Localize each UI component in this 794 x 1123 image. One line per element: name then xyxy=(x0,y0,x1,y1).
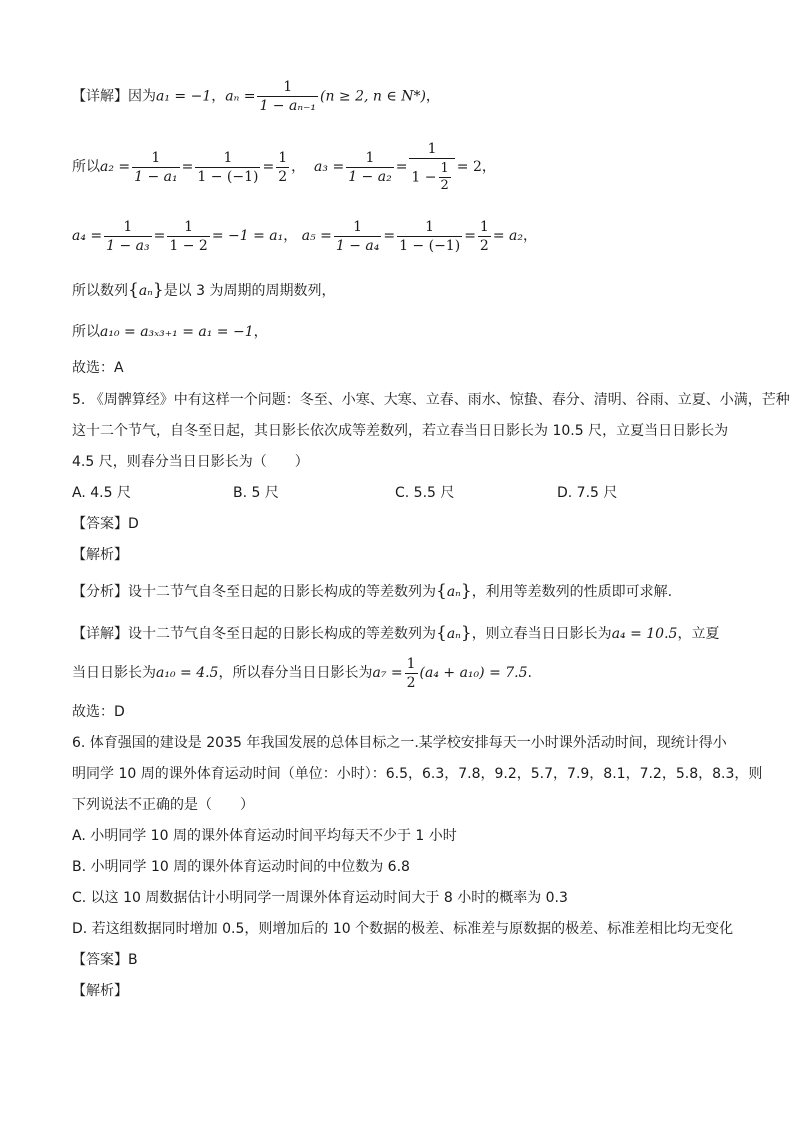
a4-a5-line: a₄ = $\frac{1}{\text{1 − a₃}}$ = $\frac{1}{1 - 2}$ = −1 = a₁， a₅ = $\frac{1}{\text{1 − a₄}}$ = $\frac{1}{1 - (-1)}$ = $\frac{1}{2}$ = a₂， xyxy=(72,218,537,254)
q6-stem-line3: 下列说法不正确的是（ ） xyxy=(72,797,254,813)
q5-stem-line1: 5. 《周髀算经》中有这样一个问题：冬至、小寒、大寒、立春、雨水、惊蛰、春分、清明、谷雨、立夏、小满，芒种 xyxy=(72,392,790,408)
q6-option-a: A. 小明同学 10 周的课外体育运动时间平均每天不少于 1 小时 xyxy=(72,828,457,844)
a5-value: = a₂ xyxy=(492,228,523,244)
fraction: $\frac{1}{1 - 2}$ xyxy=(169,218,208,254)
a10-line: 所以a₁₀ = a₃ₓ₃₊₁ = a₁ = −1， xyxy=(72,324,268,340)
q5-final-answer: 故选：D xyxy=(72,704,125,720)
q5-stem-line3: 4.5 尺，则春分当日日影长为（ ） xyxy=(72,454,309,470)
q5-fenxi: 【分析】设十二节气自冬至日起的日影长构成的等差数列为{aₙ}，利用等差数列的性质即可求解. xyxy=(72,581,673,601)
q5-option-d: D. 7.5 尺 xyxy=(557,485,618,501)
periodic-line: 所以数列{aₙ}是以 3 为周期的周期数列， xyxy=(72,280,336,300)
nested-fraction: 1 1 − $\frac{1}{2}$ xyxy=(409,140,454,194)
fraction: $\frac{1}{2}$ xyxy=(479,218,489,254)
detail-intro: 因为 xyxy=(128,88,156,105)
q5-option-b: B. 5 尺 xyxy=(233,485,279,501)
recurrence-lhs: aₙ = xyxy=(225,88,256,105)
a3-value: = 2 xyxy=(456,159,482,175)
q5-detail-line2: 当日日影长为a₁₀ = 4.5，所以春分当日日影长为a₇ = $\frac{1}{2}$ (a₄ + a₁₀) = 7.5. xyxy=(72,655,532,691)
a4-lhs: a₄ = xyxy=(72,228,103,244)
q5-option-c: C. 5.5 尺 xyxy=(395,485,455,501)
a3-lhs: a₃ = xyxy=(314,159,345,175)
fraction: $\frac{1}{1 - (-1)}$ xyxy=(197,149,259,185)
q5-answer: 【答案】D xyxy=(72,516,139,532)
q6-stem-line2: 明同学 10 周的课外体育运动时间（单位：小时）：6.5，6.3，7.8，9.2，5.7，7.9，8.1，7.2，5.8，8.3，则 xyxy=(72,766,763,782)
q4-answer: 故选：A xyxy=(72,360,124,376)
q4-detail-line: 【详解】因为a₁ = −1，aₙ = $\frac{1}{\text{1 − aₙ₋₁}}$ (n ≥ 2, n ∈ N*)， xyxy=(72,79,440,114)
a10-expr: a₁₀ = a₃ₓ₃₊₁ = a₁ = −1 xyxy=(100,324,254,340)
a2-a3-line: 所以a₂ = $\frac{1}{\text{1 − a₁}}$ = $\frac{1}{1 - (-1)}$ = $\frac{1}{2}$ ， a₃ = $\frac{1}{\text{1 − a₂}}$ = 1 1 − $\frac{1}{2}$ = 2， xyxy=(72,141,496,193)
fraction: $\frac{1}{\text{1 − a₂}}$ xyxy=(348,149,392,185)
q6-option-c: C. 以这 10 周数据估计小明同学一周课外体育运动时间大于 8 小时的概率为 0.3 xyxy=(72,890,568,906)
fraction: $\frac{1}{\text{1 − a₁}}$ xyxy=(134,149,178,185)
fraction: $\frac{1}{1 - (-1)}$ xyxy=(399,218,461,254)
q5-analysis-label: 【解析】 xyxy=(72,547,128,563)
fraction: $\frac{1}{2}$ xyxy=(278,149,288,185)
a5-lhs: a₅ = xyxy=(301,228,332,244)
q6-option-b: B. 小明同学 10 周的课外体育运动时间的中位数为 6.8 xyxy=(72,859,410,875)
recurrence-condition: (n ≥ 2, n ∈ N*) xyxy=(320,88,426,105)
a1-expr: a₁ = −1 xyxy=(156,88,212,105)
fraction: $\frac{1}{\text{1 − a₄}}$ xyxy=(335,218,380,254)
q6-option-d: D. 若这组数据同时增加 0.5，则增加后的 10 个数据的极差、标准差与原数据的极差、标准差相比均无变化 xyxy=(72,921,734,937)
q5-detail-line1: 【详解】设十二节气自冬至日起的日影长构成的等差数列为{aₙ}，则立春当日日影长为a₄ = 10.5，立夏 xyxy=(72,623,720,643)
q6-stem-line1: 6. 体育强国的建设是 2035 年我国发展的总体目标之一.某学校安排每天一小时课外活动时间，现统计得小 xyxy=(72,735,727,751)
fraction: $\frac{1}{\text{1 − a₃}}$ xyxy=(106,218,150,254)
half-fraction: $\frac{1}{2}$ xyxy=(406,655,416,691)
q5-option-a: A. 4.5 尺 xyxy=(72,485,131,501)
a4-value: = −1 = a₁ xyxy=(211,228,284,244)
q5-stem-line2: 这十二个节气，自冬至日起，其日影长依次成等差数列，若立春当日日影长为 10.5 尺，立夏当日日影长为 xyxy=(72,423,729,439)
sequence-an: aₙ xyxy=(138,283,153,299)
recurrence-fraction: $\frac{1}{\text{1 − aₙ₋₁}}$ xyxy=(259,79,316,114)
a2-lhs: a₂ = xyxy=(100,159,131,175)
detail-label: 【详解】 xyxy=(72,88,128,105)
q6-analysis-label: 【解析】 xyxy=(72,983,128,999)
q6-answer: 【答案】B xyxy=(72,952,138,968)
